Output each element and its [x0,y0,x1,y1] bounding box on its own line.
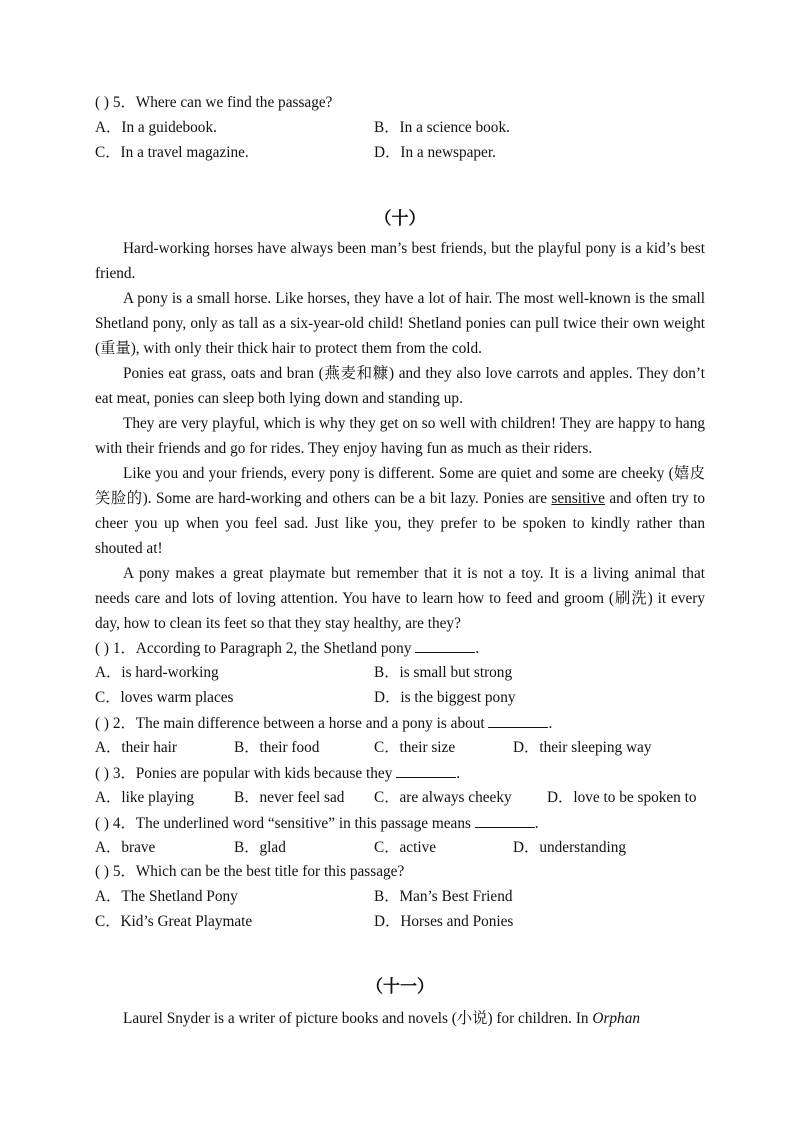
prev-q5-option-a: A．In a guidebook. [95,119,217,136]
passage-paragraph-3: Ponies eat grass, oats and bran (燕麦和糠) and they also love carrots and apples. They don’t eat meat, ponies can sleep both lying down and standing up. [95,365,705,407]
q2-option-b: B．their food [234,739,320,756]
q3-option-c: C．are always cheeky [374,789,512,806]
passage-paragraph-2: A pony is a small horse. Like horses, they have a lot of hair. The most well-known is the small Shetland pony, only as tall as a six-year-old child! Shetland ponies can pull twice their own weight (重量), with only their thick hair to protect them from the cold. [95,290,705,357]
question-4-stem: ( ) 4．The underlined word “sensitive” in this passage means . [95,815,539,832]
q5-option-b: B．Man’s Best Friend [374,888,513,905]
q5-option-a: A．The Shetland Pony [95,888,238,905]
q5-option-d: D．Horses and Ponies [374,913,514,930]
section-11-paragraph-1: Laurel Snyder is a writer of picture books and novels (小说) for children. In Orphan [123,1010,640,1027]
q5-option-c: C．Kid’s Great Playmate [95,913,253,930]
answer-blank [415,638,475,653]
question-2-stem: ( ) 2．The main difference between a horse and a pony is about . [95,715,553,732]
section-10-heading: （十） [374,209,426,228]
q2-option-d: D．their sleeping way [513,739,652,756]
prev-question-5-stem: ( ) 5．Where can we find the passage? [95,94,333,111]
q1-option-c: C．loves warm places [95,689,234,706]
answer-blank [475,813,535,828]
question-5-stem: ( ) 5．Which can be the best title for this passage? [95,863,405,880]
section-11-heading: （十一） [366,977,434,996]
q1-option-b: B．is small but strong [374,664,513,681]
prev-q5-option-d: D．In a newspaper. [374,144,496,161]
q4-option-d: D．understanding [513,839,627,856]
underlined-word-sensitive: sensitive [551,489,605,507]
question-3-stem: ( ) 3．Ponies are popular with kids because they . [95,765,461,782]
answer-blank [396,763,456,778]
question-1-stem: ( ) 1．According to Paragraph 2, the Shetland pony . [95,640,480,657]
q1-option-d: D．is the biggest pony [374,689,516,706]
q3-option-d: D．love to be spoken to [547,789,697,806]
passage-paragraph-4: They are very playful, which is why they get on so well with children! They are happy to hang with their friends and go for rides. They enjoy having fun as much as their riders. [95,415,705,457]
q2-option-c: C．their size [374,739,456,756]
prev-q5-option-c: C．In a travel magazine. [95,144,249,161]
q4-option-c: C．active [374,839,437,856]
q2-option-a: A．their hair [95,739,177,756]
q4-option-b: B．glad [234,839,286,856]
q3-option-a: A．like playing [95,789,194,806]
q1-option-a: A．is hard-working [95,664,219,681]
q3-option-b: B．never feel sad [234,789,345,806]
prev-q5-option-b: B．In a science book. [374,119,510,136]
answer-blank [488,713,548,728]
passage-paragraph-6: A pony makes a great playmate but remember that it is not a toy. It is a living animal that needs care and lots of loving attention. You have to learn how to feed and groom (刷洗) it every day, how to clean its feet so that they stay healthy, are they? [95,565,705,632]
passage-paragraph-5: Like you and your friends, every pony is different. Some are quiet and some are cheeky (嬉皮笑脸的). Some are hard-working and others can be a bit lazy. Ponies are sensitive and often try to cheer you up when you feel sad. Just like you, they prefer to be spoken to kindly rather than shouted at! [95,465,705,557]
passage-paragraph-1: Hard-working horses have always been man’s best friends, but the playful pony is a kid’s best friend. [95,240,705,282]
q4-option-a: A．brave [95,839,156,856]
